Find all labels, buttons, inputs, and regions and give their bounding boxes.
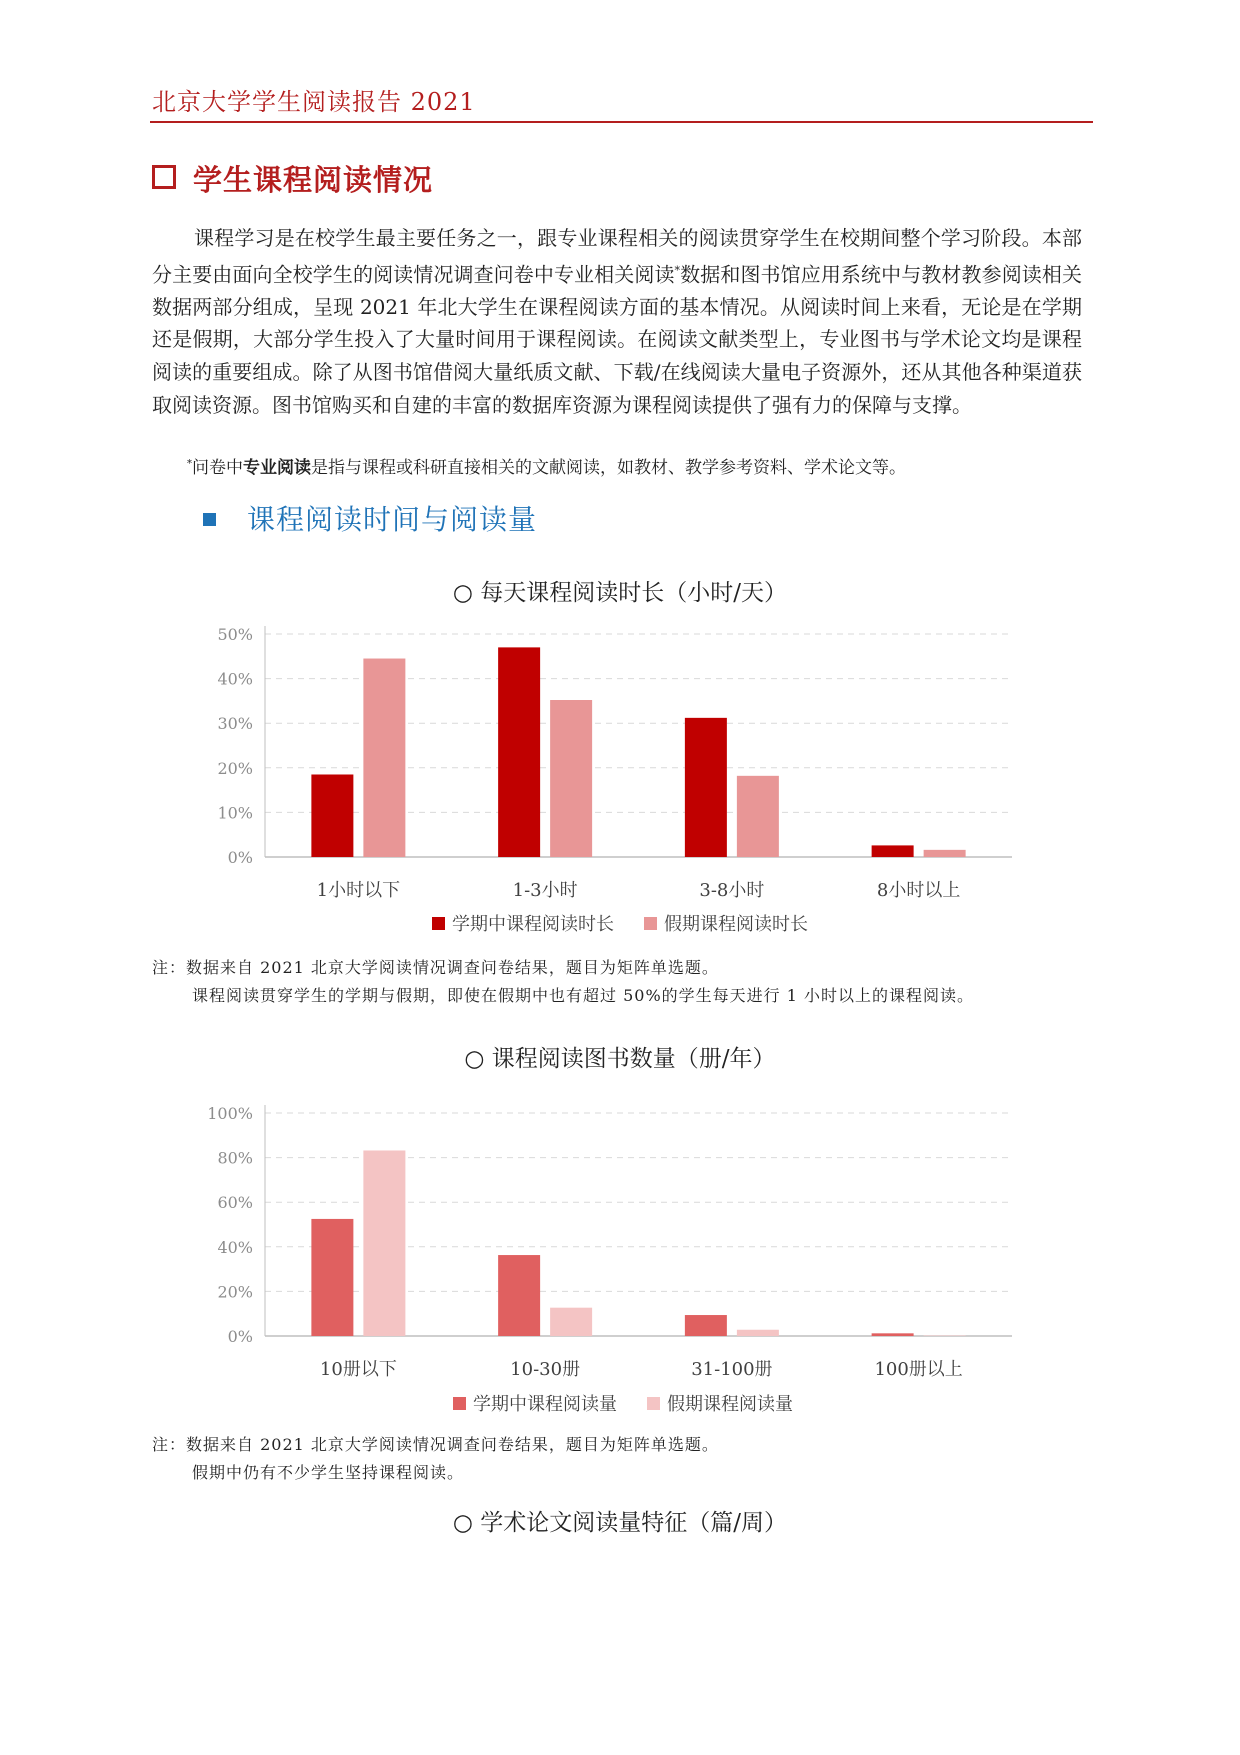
- y-tick-label: 100%: [207, 1104, 253, 1123]
- footnote-prefix: 问卷中: [192, 458, 243, 478]
- footnote-rest: 是指与课程或科研直接相关的文献阅读，如教材、教学参考资料、学术论文等。: [311, 458, 906, 478]
- y-tick-label: 60%: [217, 1193, 253, 1213]
- chart1-note-line2: 课程阅读贯穿学生的学期与假期，即使在假期中也有超过 50%的学生每天进行 1 小时以上的课程阅读。: [192, 986, 975, 1005]
- y-tick-label: 40%: [217, 669, 253, 689]
- x-tick-label: 10册以下: [319, 1359, 397, 1380]
- x-tick-label: 8小时以上: [876, 880, 961, 901]
- subsection-heading: 课程阅读时间与阅读量: [247, 503, 538, 536]
- intro-text-part1: 课程学习是在校学生最主要任务之一，跟专业课程相关的阅读贯穿学生在校期间整个学习阶段。本部分主要由面向全校学生的阅读情况调查问卷中专业相关阅读: [152, 226, 1082, 287]
- y-tick-label: 0%: [227, 1327, 253, 1346]
- y-tick-label: 20%: [217, 758, 253, 778]
- legend-swatch: [453, 1397, 466, 1410]
- y-tick-label: 80%: [217, 1148, 253, 1168]
- chart2-title: ○ 课程阅读图书数量（册/年）: [464, 1046, 776, 1072]
- legend-label: 学期中课程阅读时长: [452, 914, 614, 935]
- footnote-bold-term: 专业阅读: [243, 458, 311, 478]
- x-tick-label: 3-8小时: [699, 880, 765, 901]
- x-tick-label: 1-3小时: [512, 880, 578, 901]
- intro-text-part2: 数据和图书馆应用系统中与教材教参阅读相关数据两部分组成，呈现 2021 年北大学生在课程阅读方面的基本情况。从阅读时间上来看，无论是在学期还是假期，大部分学生投入了大量时间用于课程阅读。在阅读文献类型上，专业图书与学术论文均是课程阅读的重要组成。除了从图书馆借阅大量纸质文献、下载/在线阅读大量电子资源外，还从其他各种渠道获取阅读资源。图书馆购买和自建的丰富的数据库资源为课程阅读提供了强有力的保障与支撑。: [152, 262, 1083, 417]
- legend-swatch: [647, 1397, 660, 1410]
- y-tick-label: 20%: [217, 1282, 253, 1302]
- bar: [311, 1219, 353, 1336]
- legend-label: 假期课程阅读量: [667, 1394, 793, 1415]
- bar: [363, 1150, 405, 1336]
- bar: [737, 1330, 779, 1336]
- y-tick-label: 50%: [217, 625, 253, 644]
- bar: [685, 1315, 727, 1336]
- legend-label: 学期中课程阅读量: [473, 1394, 617, 1415]
- x-tick-label: 10-30册: [510, 1359, 581, 1380]
- section-heading: 学生课程阅读情况: [193, 163, 434, 197]
- chart1-note-line1: 注：数据来自 2021 北京大学阅读情况调查问卷结果，题目为矩阵单选题。: [152, 958, 719, 977]
- chart3-title: ○ 学术论文阅读量特征（篇/周）: [452, 1510, 788, 1536]
- y-tick-label: 30%: [217, 714, 253, 734]
- y-tick-label: 0%: [227, 848, 253, 867]
- intro-footnote-mark: *: [674, 263, 681, 277]
- chart2-note-line1: 注：数据来自 2021 北京大学阅读情况调查问卷结果，题目为矩阵单选题。: [152, 1435, 719, 1454]
- chart2-note-line2: 假期中仍有不少学生坚持课程阅读。: [192, 1463, 465, 1482]
- legend-label: 假期课程阅读时长: [664, 914, 808, 935]
- x-tick-label: 1小时以下: [316, 880, 401, 901]
- chart1-title: ○ 每天课程阅读时长（小时/天）: [452, 580, 788, 606]
- bar: [498, 1255, 540, 1336]
- x-tick-label: 31-100册: [691, 1359, 773, 1380]
- y-tick-label: 10%: [217, 803, 253, 823]
- bar: [872, 1333, 914, 1336]
- report-header-title: 北京大学学生阅读报告 2021: [152, 88, 476, 116]
- x-tick-label: 100册以上: [874, 1359, 963, 1380]
- y-tick-label: 40%: [217, 1237, 253, 1257]
- footnote-mark: *: [187, 458, 192, 470]
- bar: [550, 1308, 592, 1336]
